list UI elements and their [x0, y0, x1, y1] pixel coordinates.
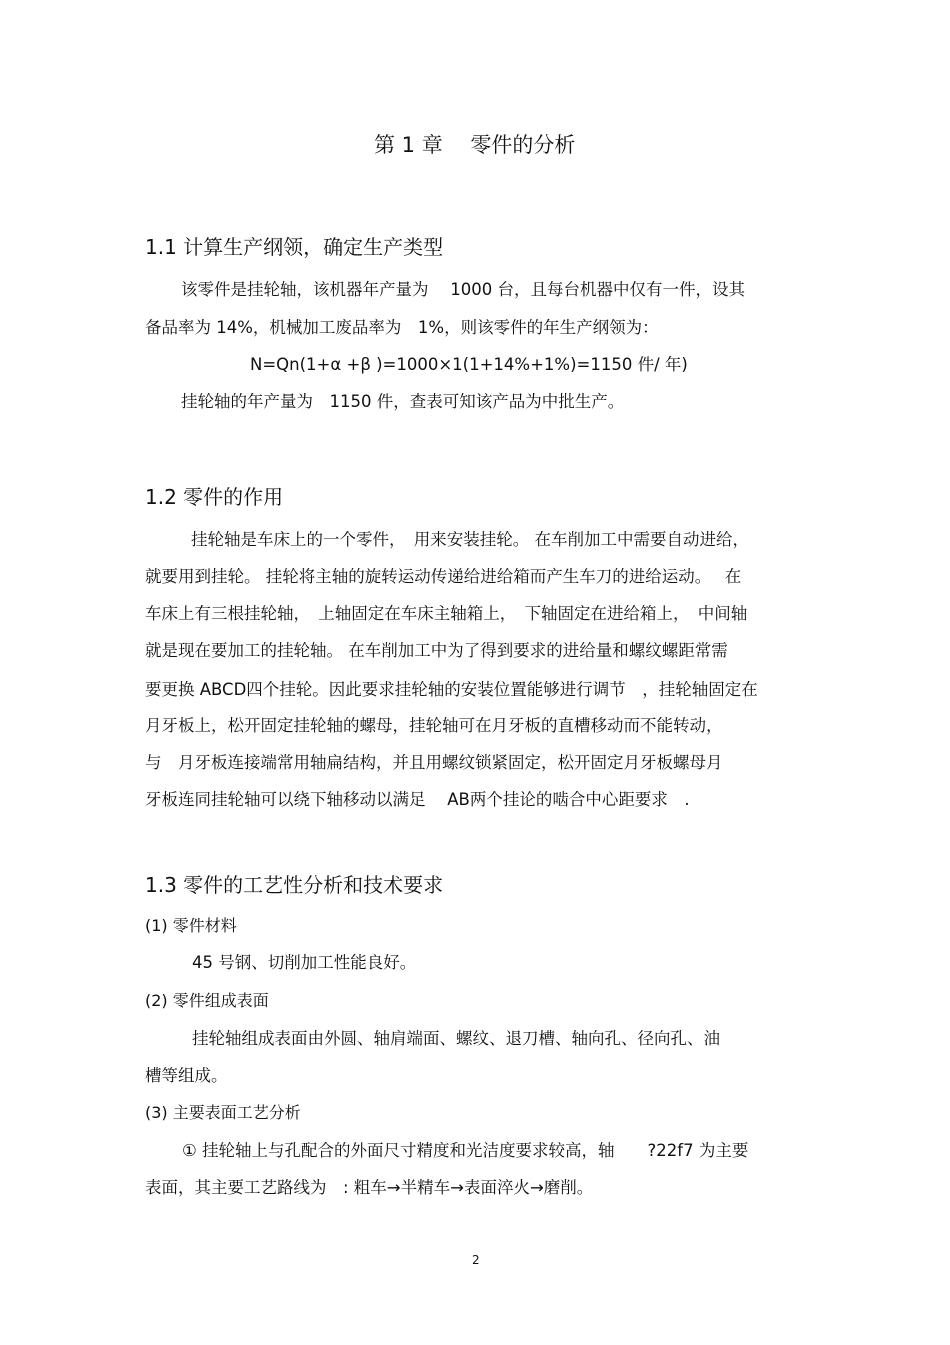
- subheading: (1) 零件材料: [145, 916, 237, 935]
- paragraph-line: 挂轮轴的年产量为 1150 件，查表可知该产品为中批生产。: [181, 392, 625, 411]
- section-heading-1-2: 1.2 零件的作用: [145, 485, 284, 509]
- paragraph-line: 要更换 ABCD四个挂轮。因此要求挂轮轴的安装位置能够进行调节 ，挂轮轴固定在: [145, 680, 758, 699]
- paragraph-line: 挂轮轴组成表面由外圆、轴肩端面、螺纹、退刀槽、轴向孔、径向孔、油: [192, 1029, 720, 1048]
- subheading: (2) 零件组成表面: [145, 991, 269, 1010]
- paragraph-line: 45 号钢、切削加工性能良好。: [192, 953, 417, 972]
- paragraph-line: 备品率为 14%，机械加工废品率为 1%，则该零件的年生产纲领为：: [145, 318, 659, 337]
- formula-line: N=Qn(1+α +β )=1000×1(1+14%+1%)=1150 件/ 年): [250, 355, 688, 374]
- paragraph-line: 槽等组成。: [145, 1066, 228, 1085]
- section-heading-1-3: 1.3 零件的工艺性分析和技术要求: [145, 873, 444, 897]
- paragraph-line: 牙板连同挂轮轴可以绕下轴移动以满足 AB两个挂论的啮合中心距要求 .: [145, 790, 690, 809]
- paragraph-line: 就是现在要加工的挂轮轴。 在车削加工中为了得到要求的进给量和螺纹螺距常需: [145, 641, 728, 660]
- paragraph-line: ① 挂轮轴上与孔配合的外面尺寸精度和光洁度要求较高，轴 ?22f7 为主要: [182, 1141, 749, 1160]
- chapter-title: 第 1 章 零件的分析: [374, 133, 576, 157]
- page-number: 2: [472, 1253, 480, 1267]
- subheading: (3) 主要表面工艺分析: [145, 1103, 301, 1122]
- paragraph-line: 挂轮轴是车床上的一个零件， 用来安装挂轮。 在车削加工中需要自动进给，: [191, 530, 749, 549]
- paragraph-line: 月牙板上，松开固定挂轮轴的螺母，挂轮轴可在月牙板的直槽移动而不能转动，: [145, 716, 723, 735]
- paragraph-line: 与 月牙板连接端常用轴扁结构，并且用螺纹锁紧固定，松开固定月牙板螺母月: [145, 753, 723, 772]
- section-heading-1-1: 1.1 计算生产纲领，确定生产类型: [145, 235, 444, 259]
- paragraph-line: 就要用到挂轮。 挂轮将主轴的旋转运动传递给进给箱而产生车刀的进给运动。 在: [145, 567, 742, 586]
- paragraph-line: 该零件是挂轮轴，该机器年产量为 1000 台，且每台机器中仅有一件，设其: [181, 280, 745, 299]
- paragraph-line: 车床上有三根挂轮轴， 上轴固定在车床主轴箱上， 下轴固定在进给箱上， 中间轴: [145, 604, 748, 623]
- paragraph-line: 表面，其主要工艺路线为 : 粗车→半精车→表面淬火→磨削。: [145, 1178, 594, 1197]
